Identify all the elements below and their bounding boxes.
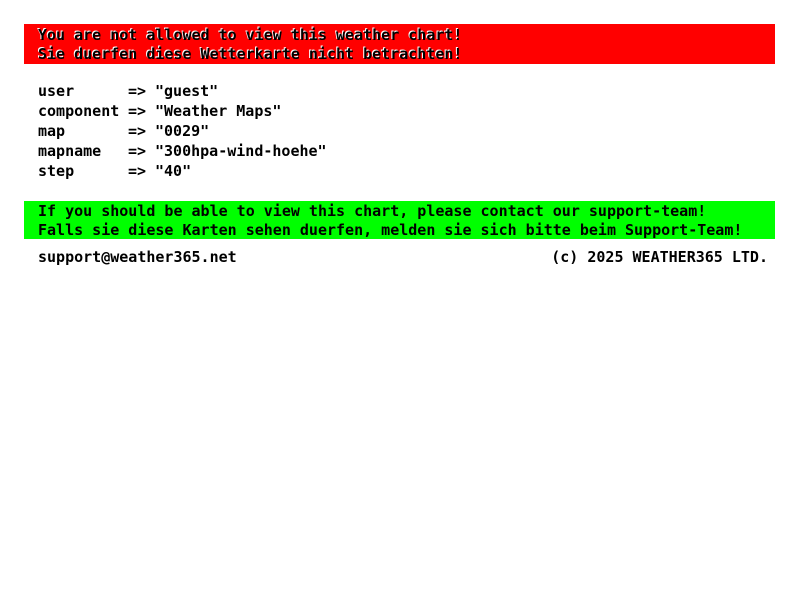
info-line-english: If you should be able to view this chart, please contact our support-team! <box>38 202 707 220</box>
detail-key: map <box>38 122 66 140</box>
detail-row-step <box>38 161 327 181</box>
detail-value: "Weather Maps" <box>155 102 282 120</box>
detail-key: mapname <box>38 142 102 160</box>
detail-key: user <box>38 82 75 100</box>
detail-value: "300hpa-wind-hoehe" <box>155 142 327 160</box>
arrow-glyph: => <box>128 162 147 180</box>
arrow-glyph: => <box>128 82 147 100</box>
detail-key: step <box>38 162 75 180</box>
footer <box>24 248 775 267</box>
alert-line-english: You are not allowed to view this weather chart! <box>38 26 463 44</box>
detail-row-mapname <box>38 141 327 161</box>
copyright-notice: (c) 2025 WEATHER365 LTD. <box>551 248 768 266</box>
arrow-glyph: => <box>128 102 147 120</box>
detail-value: "0029" <box>155 122 210 140</box>
alert-banner <box>24 24 775 64</box>
arrow-glyph: => <box>128 122 147 140</box>
detail-row-map <box>38 121 327 141</box>
detail-row-user <box>38 81 327 101</box>
detail-row-component <box>38 101 327 121</box>
arrow-glyph: => <box>128 142 147 160</box>
detail-value: "40" <box>155 162 192 180</box>
info-banner <box>24 201 775 239</box>
alert-line-german: Sie duerfen diese Wetterkarte nicht betrachten! <box>38 45 463 63</box>
info-line-german: Falls sie diese Karten sehen duerfen, melden sie sich bitte beim Support-Team! <box>38 221 743 239</box>
request-details <box>38 81 327 181</box>
detail-value: "guest" <box>155 82 219 100</box>
detail-key: component <box>38 102 120 120</box>
support-email: support@weather365.net <box>38 248 237 266</box>
